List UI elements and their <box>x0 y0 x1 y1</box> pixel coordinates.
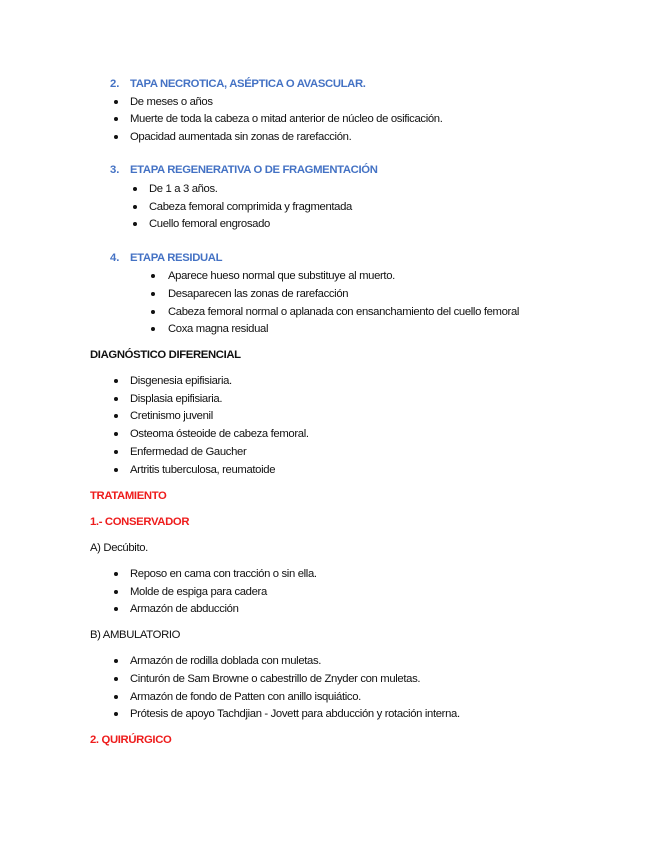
list-item: Molde de espiga para cadera <box>130 586 267 598</box>
list-item: Cretinismo juvenil <box>130 410 213 422</box>
list-item: Enfermedad de Gaucher <box>130 446 247 458</box>
list-item: Osteoma ósteoide de cabeza femoral. <box>130 428 309 440</box>
bullet-icon <box>133 187 137 191</box>
list-item: Artritis tuberculosa, reumatoide <box>130 464 276 476</box>
tratamiento-title: TRATAMIENTO <box>90 490 167 502</box>
list-item: Prótesis de apoyo Tachdjian - Jovett para abducción y rotación interna. <box>130 708 460 720</box>
decubito-label: A) Decúbito. <box>90 542 148 554</box>
list-item: Armazón de rodilla doblada con muletas. <box>130 655 322 667</box>
bullet-icon <box>151 327 155 331</box>
bullet-icon <box>114 712 118 716</box>
section-3-title: ETAPA REGENERATIVA O DE FRAGMENTACIÓN <box>130 164 378 176</box>
bullet-icon <box>151 310 155 314</box>
list-item: Disgenesia epifisiaria. <box>130 375 232 387</box>
list-item: De 1 a 3 años. <box>149 183 218 195</box>
bullet-icon <box>114 659 118 663</box>
section-3-number: 3. <box>110 164 120 176</box>
list-item: Armazón de fondo de Patten con anillo isquiático. <box>130 691 361 703</box>
bullet-icon <box>114 607 118 611</box>
list-item: De meses o años <box>130 96 213 108</box>
list-item: Cuello femoral engrosado <box>149 218 270 230</box>
list-item: Opacidad aumentada sin zonas de rarefacción. <box>130 131 352 143</box>
list-item: Cinturón de Sam Browne o cabestrillo de Znyder con muletas. <box>130 673 421 685</box>
section-4-title: ETAPA RESIDUAL <box>130 252 223 264</box>
quirurgico-title: 2. QUIRÚRGICO <box>90 734 172 746</box>
bullet-icon <box>114 572 118 576</box>
bullet-icon <box>133 205 137 209</box>
list-item: Reposo en cama con tracción o sin ella. <box>130 568 317 580</box>
bullet-icon <box>114 397 118 401</box>
list-item: Cabeza femoral comprimida y fragmentada <box>149 201 352 213</box>
bullet-icon <box>151 274 155 278</box>
bullet-icon <box>114 135 118 139</box>
section-4-number: 4. <box>110 252 120 264</box>
ambulatorio-label: B) AMBULATORIO <box>90 629 181 641</box>
bullet-icon <box>151 292 155 296</box>
diagnostico-title: DIAGNÓSTICO DIFERENCIAL <box>90 349 241 361</box>
list-item: Muerte de toda la cabeza o mitad anterior de núcleo de osificación. <box>130 113 443 125</box>
conservador-title: 1.- CONSERVADOR <box>90 516 190 528</box>
list-item: Aparece hueso normal que substituye al muerto. <box>168 270 395 282</box>
list-item: Displasia epifisiaria. <box>130 393 223 405</box>
bullet-icon <box>114 379 118 383</box>
bullet-icon <box>114 414 118 418</box>
bullet-icon <box>133 222 137 226</box>
bullet-icon <box>114 450 118 454</box>
list-item: Armazón de abducción <box>130 603 239 615</box>
bullet-icon <box>114 468 118 472</box>
bullet-icon <box>114 695 118 699</box>
section-2-number: 2. <box>110 78 120 90</box>
bullet-icon <box>114 100 118 104</box>
bullet-icon <box>114 677 118 681</box>
bullet-icon <box>114 117 118 121</box>
list-item: Coxa magna residual <box>168 323 269 335</box>
list-item: Cabeza femoral normal o aplanada con ensanchamiento del cuello femoral <box>168 306 520 318</box>
section-2-title: TAPA NECROTICA, ASÉPTICA O AVASCULAR. <box>130 78 366 90</box>
bullet-icon <box>114 590 118 594</box>
bullet-icon <box>114 432 118 436</box>
list-item: Desaparecen las zonas de rarefacción <box>168 288 349 300</box>
